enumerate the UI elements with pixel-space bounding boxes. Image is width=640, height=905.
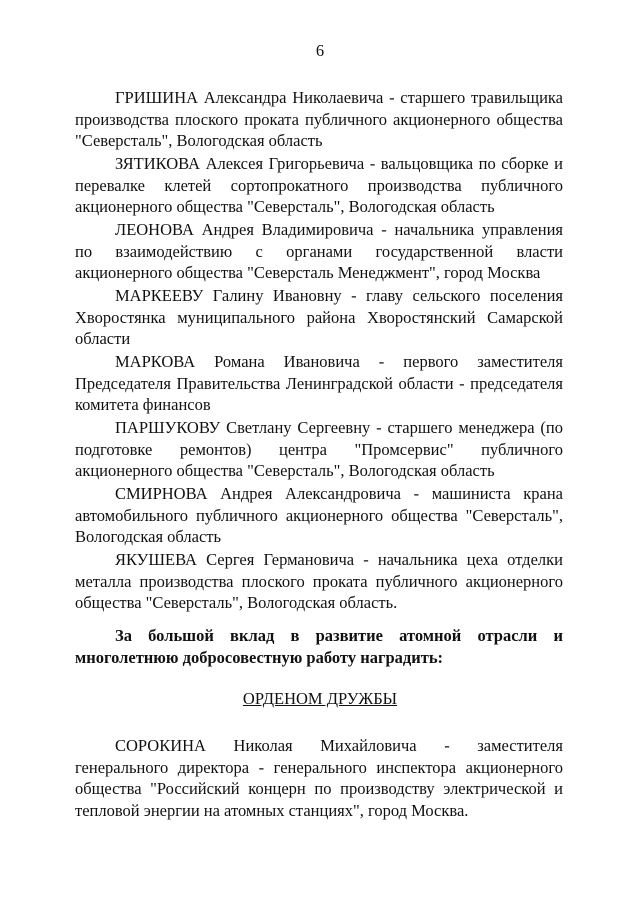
list-item: СМИРНОВА Андрея Александровича - машиниста крана автомобильного публичного акционерного общества "Северсталь", Вологодская область	[75, 484, 563, 546]
list-item: МАРКЕЕВУ Галину Ивановну - главу сельского поселения Хворостянка муниципального района Хворостянский Самарской области	[75, 286, 563, 348]
list-item: ЯКУШЕВА Сергея Германовича - начальника цеха отделки металла производства плоского проката публичного акционерного общества "Северсталь", Вологодская область.	[75, 550, 563, 612]
award-entry: СОРОКИНА Николая Михайловича - заместителя генерального директора - генерального инспектора акционерного общества "Российский концерн по производству электрической и тепловой энергии на атомных станциях", город Москва.	[75, 736, 563, 820]
list-item: ГРИШИНА Александра Николаевича - старшего травильщика производства плоского проката публичного акционерного общества "Северсталь", Вологодская область	[75, 88, 563, 150]
list-item: МАРКОВА Романа Ивановича - первого заместителя Председателя Правительства Ленинградской области - председателя комитета финансов	[75, 352, 563, 414]
award-list	[75, 87, 563, 615]
list-item: ПАРШУКОВУ Светлану Сергеевну - старшего менеджера (по подготовке ремонтов) центра "Промсервис" публичного акционерного общества "Северсталь", Вологодская область	[75, 418, 563, 480]
list-item: ЛЕОНОВА Андрея Владимировича - начальника управления по взаимодействию с органами государственной власти акционерного общества "Северсталь Менеджмент", город Москва	[75, 220, 563, 282]
list-item: ЗЯТИКОВА Алексея Григорьевича - вальцовщика по сборке и перевалке клетей сортопрокатного производства публичного акционерного общества "Северсталь", Вологодская область	[75, 154, 563, 216]
section-heading: За большой вклад в развитие атомной отрасли и многолетнюю добросовестную работу наградить:	[75, 626, 563, 667]
order-title: ОРДЕНОМ ДРУЖБЫ	[242, 689, 398, 708]
page-number: 6	[315, 41, 325, 60]
